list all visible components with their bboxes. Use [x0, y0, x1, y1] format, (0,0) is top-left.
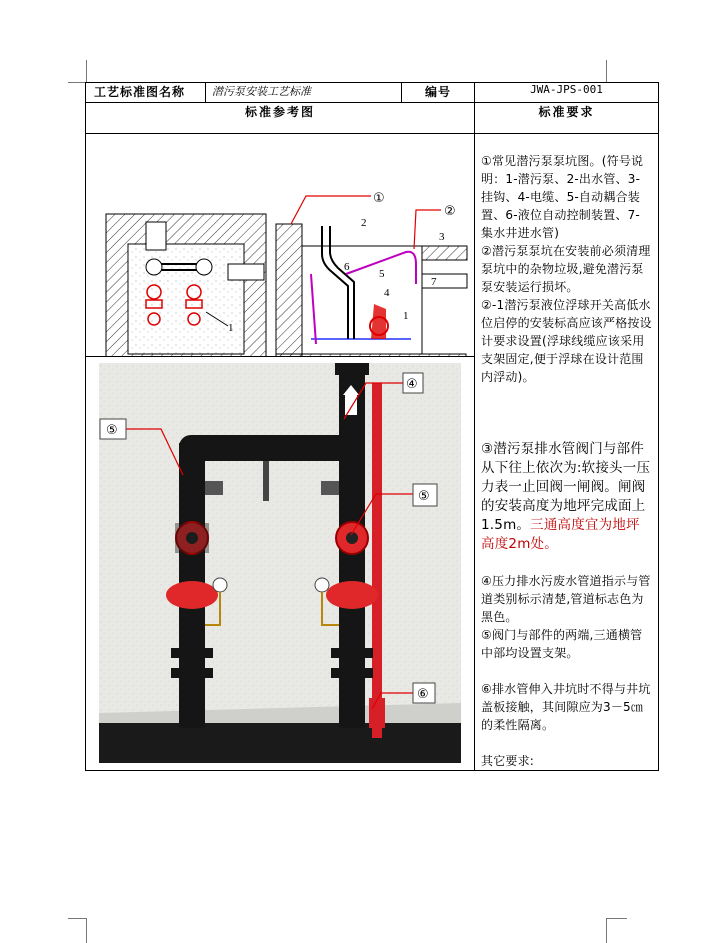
crop-mark-top-right	[606, 60, 627, 83]
reference-diagram-heading: 标准参考图	[86, 103, 475, 134]
part-number-3: 3	[439, 231, 445, 243]
marker-1: ①	[373, 191, 385, 206]
pump-pipe-photo-cell	[86, 357, 475, 771]
name-label: 工艺标准图名称	[86, 83, 206, 103]
requirement-2-1: ②-1潜污泵液位浮球开关高低水位启停的安装标高应该严格按设计要求设置(浮球线缆应该采用支架固定,便于浮球在设计范围内浮动)。	[481, 298, 652, 384]
code-value: JWA-JPS-001	[475, 83, 659, 103]
pump-pipe-photo	[86, 357, 474, 769]
requirements-cell	[475, 134, 659, 771]
requirement-6: ⑥排水管伸入井坑时不得与井坑盖板接触，其间隙应为3－5㎝的柔性隔离。	[481, 682, 651, 732]
marker-2-top: ②	[444, 204, 456, 219]
section-view	[276, 217, 467, 356]
requirement-3	[481, 440, 652, 554]
requirement-5: ⑤阀门与部件的两端,三通横管中部均设置支架。	[481, 628, 643, 660]
requirement-2: ②潜污泵泵坑在安装前必须清理泵坑中的杂物垃圾,避免潜污泵泵安装运行损坏。	[481, 244, 651, 294]
crop-mark-bottom-left	[68, 918, 87, 943]
part-number-7: 7	[431, 276, 437, 288]
standard-table	[85, 82, 659, 771]
part-number-1: 1	[403, 310, 409, 322]
part-number-6: 6	[344, 261, 350, 273]
photo-marker-4: ④	[406, 377, 418, 393]
plan-part-number: 1	[228, 322, 234, 334]
photo-marker-5-left: ⑤	[106, 423, 118, 439]
name-value: 潜污泵安装工艺标准	[206, 83, 402, 103]
diagram-markers	[373, 191, 456, 219]
photo-marker-6: ⑥	[417, 687, 429, 703]
pump-pit-diagram	[86, 134, 474, 356]
requirements-heading: 标准要求	[475, 103, 659, 134]
part-number-4: 4	[384, 287, 390, 299]
photo-marker-5-right: ⑤	[418, 489, 430, 505]
crop-mark-bottom-right	[606, 918, 627, 943]
part-number-2: 2	[361, 217, 367, 229]
code-label: 编号	[402, 83, 475, 103]
crop-mark-top-left	[68, 60, 87, 83]
part-number-5: 5	[379, 268, 385, 280]
other-requirements: 其它要求:	[481, 754, 535, 768]
plan-view	[106, 214, 266, 356]
header-row	[86, 83, 659, 103]
requirement-3-text: ③潜污泵排水管阀门与部件从下往上依次为:软接头一压力表一止回阀一闸阀。闸阀的安装高度为地坪完成面上1.5m。	[481, 441, 651, 533]
pump-pit-diagram-cell	[86, 134, 475, 357]
requirement-4: ④压力排水污废水管道指示与管道类别标示清楚,管道标志色为黑色。	[481, 574, 651, 624]
content-row-1	[86, 134, 659, 357]
requirement-1: ①常见潜污泵泵坑图。(符号说明：1-潜污泵、2-出水管、3-挂钩、4-电缆、5-自动耦合装置、6-液位自动控制装置、7-集水井进水管)	[481, 154, 644, 240]
subheader-row	[86, 103, 659, 134]
requirement-3-highlight: 三通高度宜为地坪高度2m处。	[481, 517, 640, 552]
